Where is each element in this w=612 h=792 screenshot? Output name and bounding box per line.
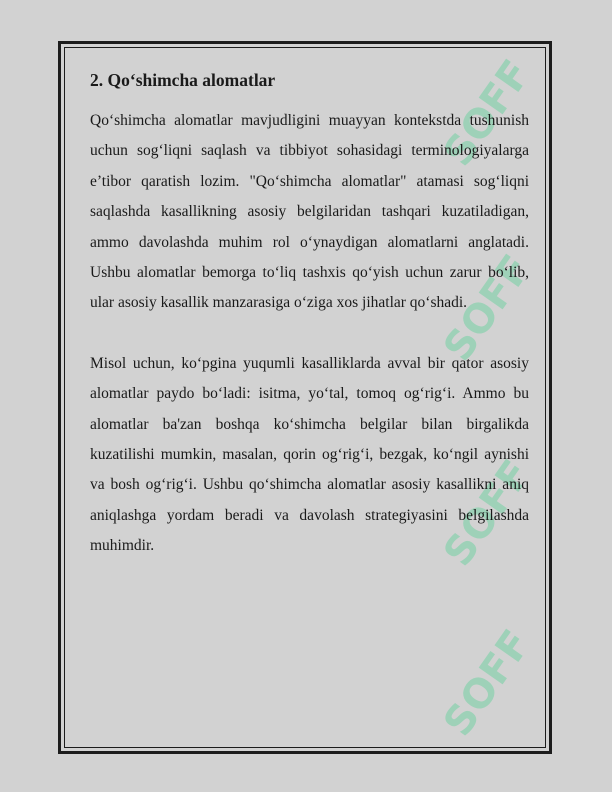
watermark-text: SOFF [435,246,541,370]
watermark-text: SOFF [435,621,541,745]
watermark-text: SOFF [435,51,541,175]
watermark-text: SOFF [435,451,541,575]
paragraph: Qo‘shimcha alomatlar mavjudligini muayyan kontekstda tushunish uchun sog‘liqni saqlash va tibbiyot sohasidagi terminologiyalarga e’tibor qaratish lozim. "Qo‘shimcha alomatlar" atamasi sog‘liqni saqlashda kasallikning asosiy belgilaridan tashqari kuzatiladigan, ammo davolashda muhim rol o‘ynaydigan alomatlarni anglatadi. Ushbu alomatlar bemorga to‘liq tashxis qo‘yish uchun zarur bo‘lib, ular asosiy kasallik manzarasiga o‘ziga xos jihatlar qo‘shadi. [90,112,529,312]
paragraph: Misol uchun, ko‘pgina yuqumli kasalliklarda avval bir qator asosiy alomatlar paydo bo‘ladi: isitma, yo‘tal, tomoq og‘rig‘i. Ammo bu alomatlar ba'zan boshqa ko‘shimcha belgilar bilan birgalikda kuzatilishi mumkin, masalan, qorin og‘rig‘i, bezgak, ko‘ngil aynishi va bosh og‘rig‘i. Ushbu qo‘shimcha alomatlar asosiy kasallikni aniq aniqlashga yordam beradi va davolash strategiyasini belgilashda muhimdir. [90,354,529,555]
section-heading: 2. Qo‘shimcha alomatlar [90,70,276,90]
document-body [90,68,529,562]
